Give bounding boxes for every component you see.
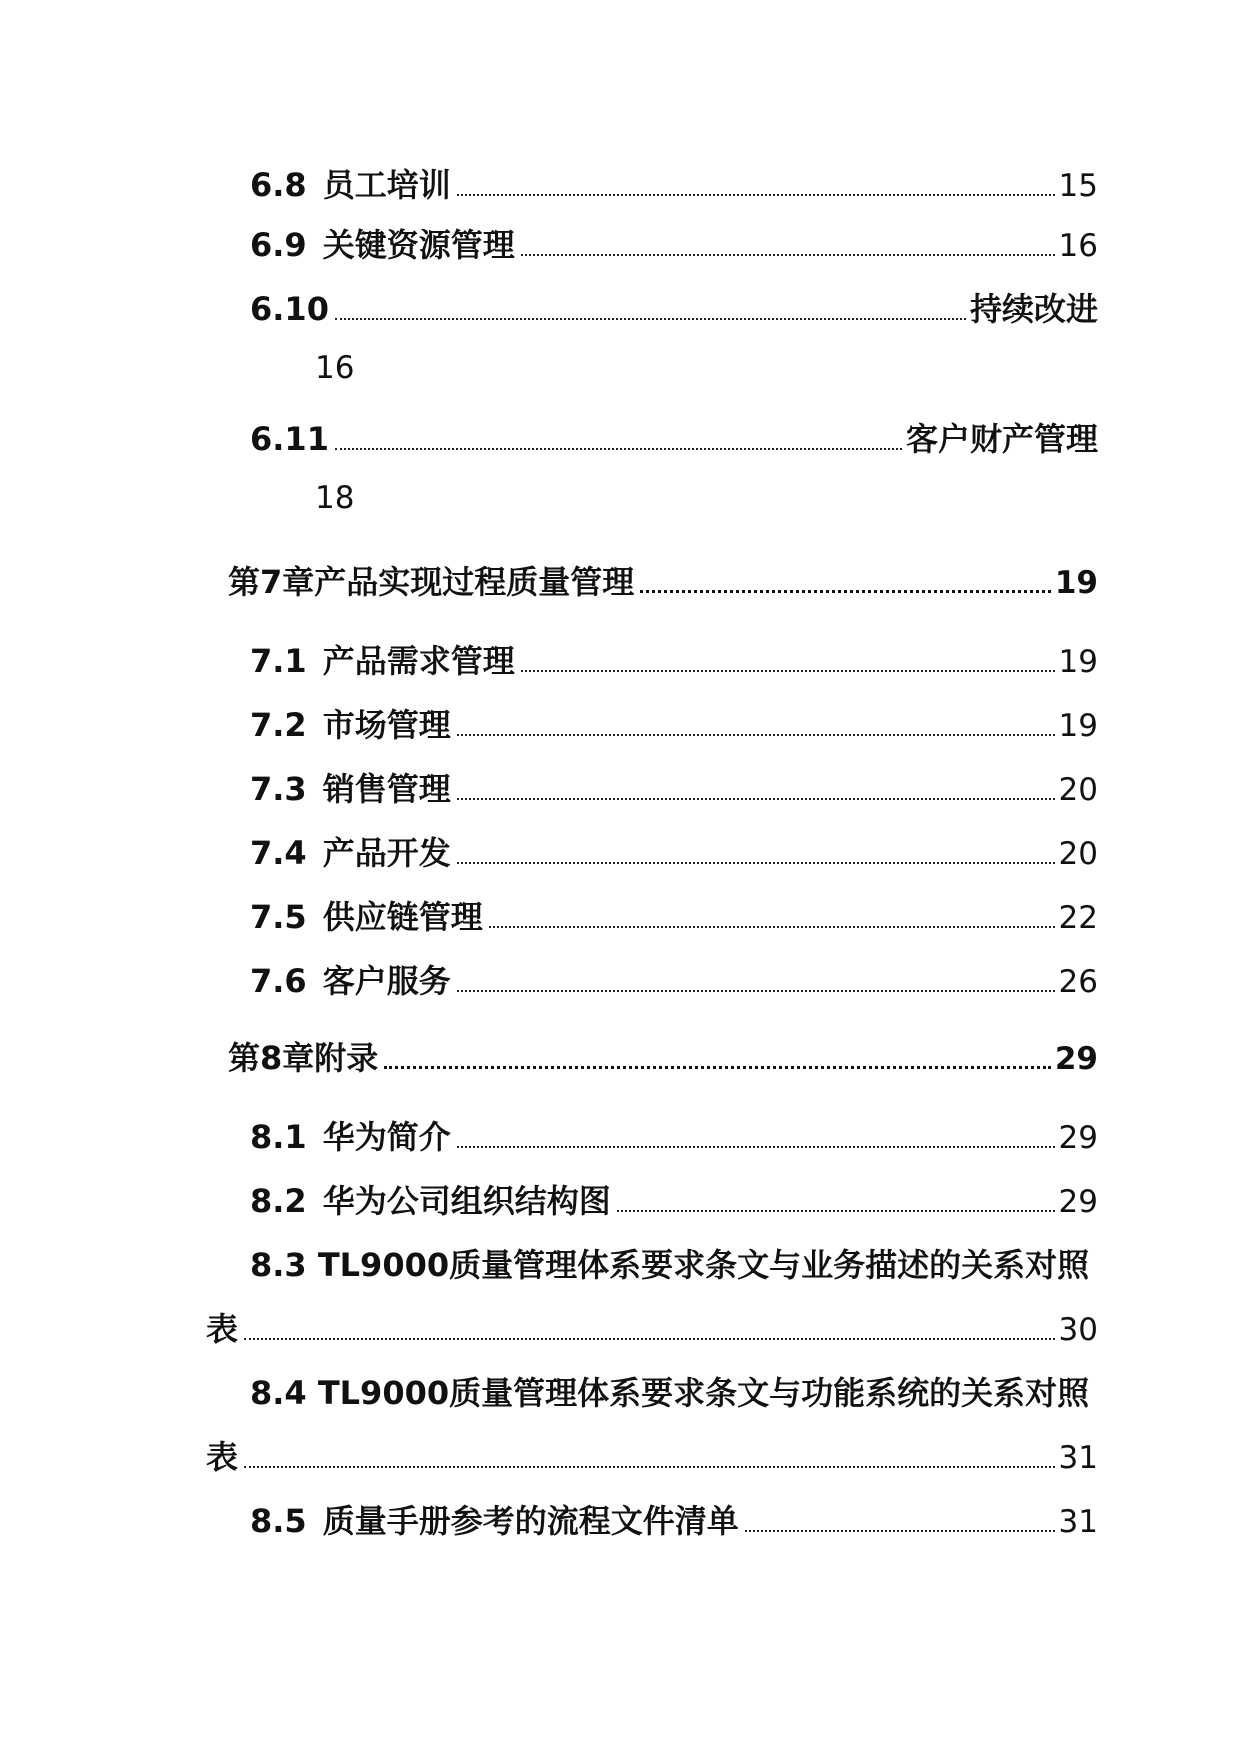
section-number: 8.5 [250, 1502, 307, 1540]
section-title: 客户服务 [322, 962, 451, 1000]
toc-entry-8-3-line2[interactable] [206, 1304, 1098, 1352]
section-title: 华为公司组织结构图 [322, 1182, 611, 1220]
dot-leader [384, 1065, 1051, 1069]
toc-entry-7-4[interactable] [250, 828, 1098, 876]
toc-entry-6-10[interactable] [250, 284, 1098, 332]
page-number: 31 [1058, 1440, 1098, 1476]
page-number: 19 [1058, 644, 1098, 680]
page-number: 16 [1058, 228, 1098, 264]
section-title-continued: 表 [206, 1438, 239, 1476]
section-number: 7.5 [250, 898, 307, 936]
section-title: 销售管理 [322, 770, 451, 808]
section-title: 客户财产管理 [905, 420, 1098, 458]
dot-leader [457, 733, 1055, 736]
section-title: 持续改进 [969, 290, 1098, 328]
toc-entry-8-5[interactable] [250, 1496, 1098, 1544]
section-title-continued: 表 [206, 1310, 239, 1348]
toc-entry-7-1[interactable] [250, 636, 1098, 684]
dot-leader [521, 253, 1055, 256]
section-number: 6.9 [250, 226, 307, 264]
dot-leader [617, 1209, 1055, 1212]
page-number: 29 [1054, 1041, 1098, 1077]
section-title: 华为简介 [322, 1118, 451, 1156]
toc-entry-8-3-line1[interactable]: 8.3 TL9000质量管理体系要求条文与业务描述的关系对照 [250, 1246, 1090, 1284]
dot-leader [457, 989, 1055, 992]
dot-leader [521, 669, 1055, 672]
dot-leader [457, 193, 1055, 196]
dot-leader [745, 1529, 1055, 1532]
toc-entry-8-4-line1[interactable]: 8.4 TL9000质量管理体系要求条文与功能系统的关系对照 [250, 1374, 1090, 1412]
section-number: 6.10 [250, 290, 329, 328]
section-number: 6.11 [250, 420, 329, 458]
page-number-wrapped-6-11: 18 [315, 480, 355, 516]
dot-leader [335, 317, 966, 320]
page-number: 29 [1058, 1120, 1098, 1156]
page-number: 31 [1058, 1504, 1098, 1540]
page-number: 26 [1058, 964, 1098, 1000]
page-number: 29 [1058, 1184, 1098, 1220]
page-number-wrapped-6-10: 16 [315, 350, 355, 386]
section-number: 8.1 [250, 1118, 307, 1156]
section-number: 7.1 [250, 642, 307, 680]
page-number: 20 [1058, 836, 1098, 872]
toc-entry-8-1[interactable] [250, 1112, 1098, 1160]
dot-leader [457, 797, 1055, 800]
section-number: 7.4 [250, 834, 307, 872]
section-number: 7.6 [250, 962, 307, 1000]
section-number: 8.2 [250, 1182, 307, 1220]
toc-entry-8-4-line2[interactable] [206, 1432, 1098, 1480]
dot-leader [244, 1465, 1055, 1468]
section-title: 供应链管理 [322, 898, 483, 936]
toc-entry-7-3[interactable] [250, 764, 1098, 812]
toc-entry-7-5[interactable] [250, 892, 1098, 940]
section-title: 关键资源管理 [322, 226, 515, 264]
toc-entry-8-2[interactable] [250, 1176, 1098, 1224]
dot-leader [335, 447, 902, 450]
dot-leader [457, 1145, 1055, 1148]
toc-chapter-8[interactable] [228, 1033, 1098, 1081]
section-title: 产品开发 [322, 834, 451, 872]
toc-entry-6-9[interactable] [250, 220, 1098, 268]
section-number: 7.2 [250, 706, 307, 744]
toc-chapter-7[interactable] [228, 557, 1098, 605]
page-number: 22 [1058, 900, 1098, 936]
dot-leader [640, 589, 1051, 593]
toc-entry-6-8[interactable] [250, 160, 1098, 208]
page-number: 30 [1058, 1312, 1098, 1348]
page-number: 15 [1058, 168, 1098, 204]
chapter-title: 第8章附录 [228, 1039, 379, 1077]
page-number: 19 [1054, 565, 1098, 601]
section-title: 员工培训 [322, 166, 451, 204]
section-number: 6.8 [250, 166, 307, 204]
toc-entry-7-6[interactable] [250, 956, 1098, 1004]
section-number: 7.3 [250, 770, 307, 808]
section-title: 产品需求管理 [322, 642, 515, 680]
chapter-title: 第7章产品实现过程质量管理 [228, 563, 635, 601]
dot-leader [457, 861, 1055, 864]
page-number: 19 [1058, 708, 1098, 744]
section-title: 市场管理 [322, 706, 451, 744]
toc-entry-6-11[interactable] [250, 414, 1098, 462]
page-number: 20 [1058, 772, 1098, 808]
dot-leader [489, 925, 1055, 928]
toc-entry-7-2[interactable] [250, 700, 1098, 748]
dot-leader [244, 1337, 1055, 1340]
section-title: 质量手册参考的流程文件清单 [322, 1502, 739, 1540]
